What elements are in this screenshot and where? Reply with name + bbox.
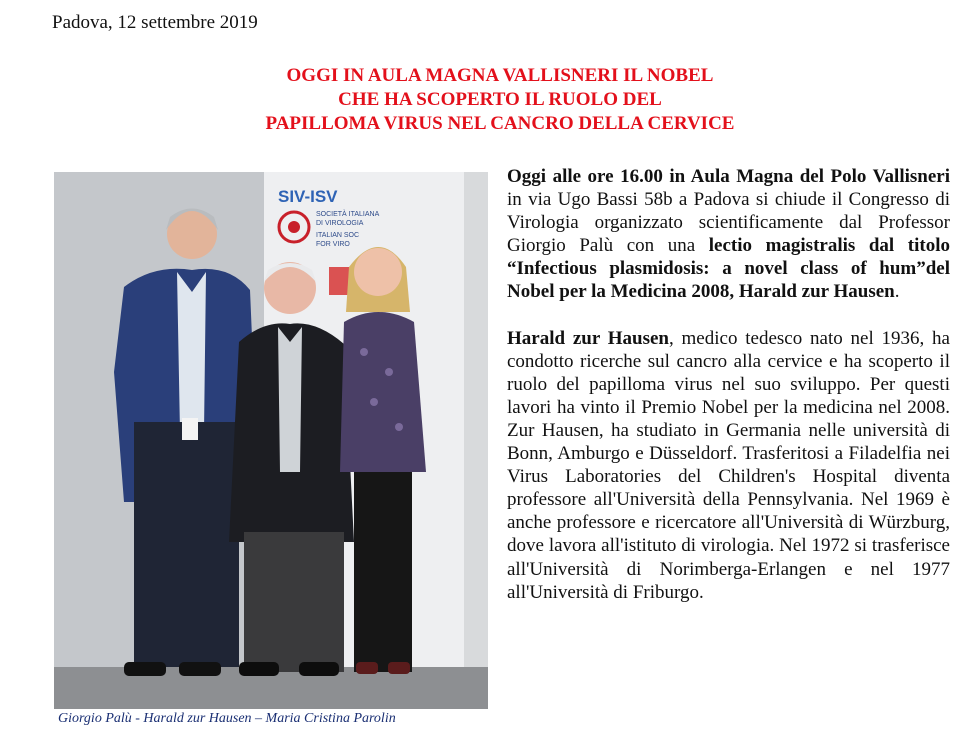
paragraph-2: [507, 327, 950, 604]
headline-line-2: CHE HA SCOPERTO IL RUOLO DEL: [338, 89, 662, 110]
svg-text:ITALIAN SOC: ITALIAN SOC: [316, 232, 360, 239]
group-photo: [54, 172, 488, 709]
dateline: Padova, 12 settembre 2019: [52, 12, 258, 33]
paragraph-1-text-a: in via Ugo Bassi 58b a Padova si chiude il Congresso di Virologia organizzato scientificamente dal Professor Giorgio Palù con una: [507, 189, 950, 257]
banner-logo: SIV-ISV: [278, 187, 338, 206]
paragraph-1-bold-a: Oggi alle ore 16.00 in Aula Magna del Polo Vallisneri: [507, 166, 950, 187]
paragraph-1-bold-b: lectio magistralis dal titolo “Infectious plasmidosis: a novel class of hum”del Nobel per la Medicina 2008, Harald zur Hausen: [507, 235, 950, 303]
paragraph-1-text-b: .: [894, 281, 900, 303]
paragraph-2-bold: Harald zur Hausen: [507, 327, 669, 349]
headline-line-3: PAPILLOMA VIRUS NEL CANCRO DELLA CERVICE: [265, 113, 735, 134]
svg-text:SOCIETÀ ITALIANA: SOCIETÀ ITALIANA: [316, 211, 380, 218]
paragraph-2-text: , medico tedesco nato nel 1936, ha condotto ricerche sul cancro alla cervice e ha scoperto il ruolo del papilloma virus nel suo sviluppo. Per questi lavori ha vinto il Premio Nobel per la medicina nel 2008. Zur Hausen, ha studiato in Germania nelle università di Bonn, Amburgo e Düsseldorf. Trasferitosi a Filadelfia nei Virus Laboratories del Children's Hospital diventa professore all'Università della Pennsylvania. Nel 1969 è anche professore e ricercatore all'Università di Würzburg, dove lavora all'istituto di virologia. Nel 1972 si trasferisce all'Università di Norimberga-Erlangen e nel 1977 all'Università di Friburgo.: [507, 327, 950, 603]
headline-line-1: OGGI IN AULA MAGNA VALLISNERI IL NOBEL: [286, 65, 714, 86]
svg-text:DI VIROLOGIA: DI VIROLOGIA: [316, 220, 364, 227]
paragraph-1: [507, 165, 950, 304]
svg-text:FOR VIRO: FOR VIRO: [316, 241, 350, 248]
photo-caption: Giorgio Palù - Harald zur Hausen – Maria Cristina Parolin: [58, 711, 396, 726]
article-body: [507, 165, 950, 604]
headline: [0, 64, 980, 136]
